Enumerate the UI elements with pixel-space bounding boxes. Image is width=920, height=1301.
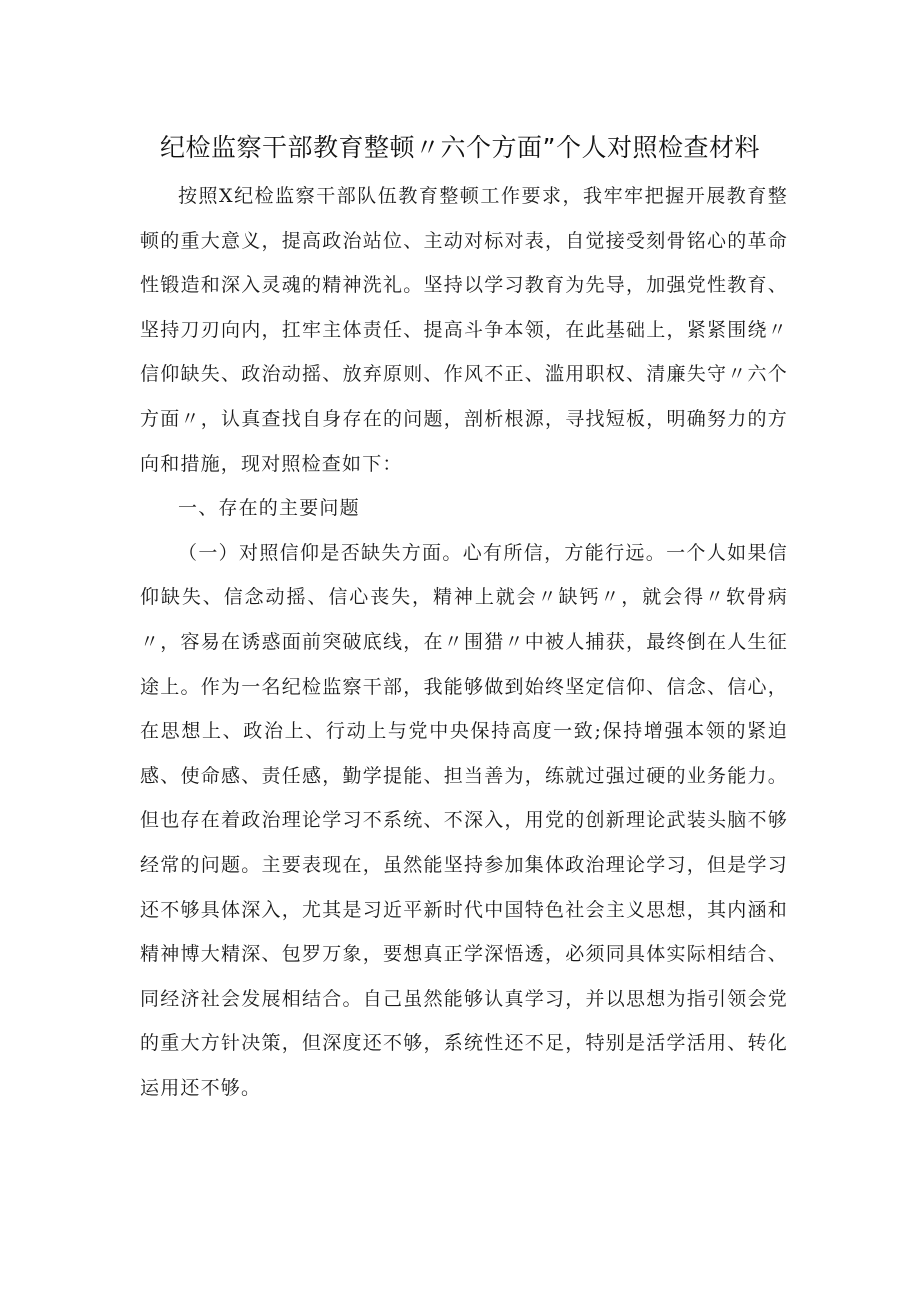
section-paragraph: （一）对照信仰是否缺失方面。心有所信，方能行远。一个人如果信仰缺失、信念动摇、信心丧失，精神上就会〃缺钙〃，就会得〃软骨病〃，容易在诱惑面前突破底线，在〃围猎〃中被人捕获，最终倒在人生征途上。作为一名纪检监察干部，我能够做到始终坚定信仰、信念、信心，在思想上、政治上、行动上与党中央保持高度一致;保持增强本领的紧迫感、使命感、责任感，勤学提能、担当善为，练就过强过硬的业务能力。但也存在着政治理论学习不系统、不深入，用党的创新理论武装头脑不够经常的问题。主要表现在，虽然能坚持参加集体政治理论学习，但是学习还不够具体深入，尤其是习近平新时代中国特色社会主义思想，其内涵和精神博大精深、包罗万象，要想真正学深悟透，必须同具体实际相结合、同经济社会发展相结合。自己虽然能够认真学习，并以思想为指引领会党的重大方针决策，但深度还不够，系统性还不足，特别是活学活用、转化运用还不够。 <box>140 541 788 1099</box>
document-title: 纪检监察干部教育整顿〃六个方面”个人对照检查材料 <box>160 133 760 162</box>
section-heading: 一、存在的主要问题 <box>178 497 360 520</box>
intro-paragraph: 按照X纪检监察干部队伍教育整顿工作要求，我牢牢把握开展教育整顿的重大意义，提高政治站位、主动对标对表，自觉接受刻骨铭心的革命性锻造和深入灵魂的精神洗礼。坚持以学习教育为先导，加强党性教育、坚持刀刃向内，扛牢主体责任、提高斗争本领，在此基础上，紧紧围绕〃信仰缺失、政治动摇、放弃原则、作风不正、滥用职权、清廉失守〃六个方面〃，认真查找自身存在的问题，剖析根源，寻找短板，明确努力的方向和措施，现对照检查如下： <box>140 185 788 475</box>
document-body <box>140 174 788 1110</box>
